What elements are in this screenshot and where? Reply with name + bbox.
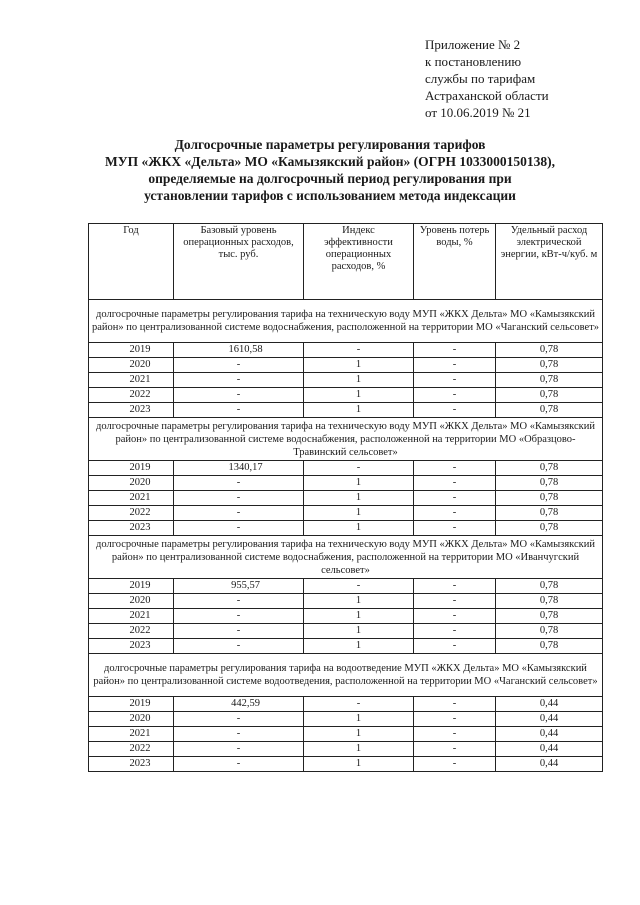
cell-base-opex: - (174, 373, 304, 388)
cell-water-loss: - (414, 594, 496, 609)
section-header-row (89, 300, 603, 343)
cell-efficiency-index: 1 (304, 388, 414, 403)
table-row (89, 491, 603, 506)
title-line: МУП «ЖКХ «Дельта» МО «Камызякский район» (ОГРН 1033000150138), (105, 154, 555, 169)
table-row (89, 461, 603, 476)
section-title: долгосрочные параметры регулирования тарифа на техническую воду МУП «ЖКХ Дельта» МО «Камызякский район» по централизованной системе водоснабжения, расположенной на территории МО «Образцово-Травинский сельсовет» (89, 418, 603, 461)
cell-energy-consumption: 0,78 (496, 609, 603, 624)
cell-base-opex: - (174, 639, 304, 654)
cell-base-opex: - (174, 388, 304, 403)
cell-base-opex: - (174, 609, 304, 624)
cell-energy-consumption: 0,78 (496, 461, 603, 476)
cell-base-opex: - (174, 358, 304, 373)
cell-water-loss: - (414, 697, 496, 712)
title-line: определяемые на долгосрочный период регулирования при (148, 171, 512, 186)
section-header-row (89, 654, 603, 697)
header-water-loss: Уровень потерь воды, % (414, 224, 496, 300)
cell-water-loss: - (414, 757, 496, 772)
cell-energy-consumption: 0,78 (496, 639, 603, 654)
cell-water-loss: - (414, 373, 496, 388)
section-title: долгосрочные параметры регулирования тарифа на водоотведение МУП «ЖКХ Дельта» МО «Камызякский район» по централизованной системе водоотведения, расположенной на территории МО «Чаганский сельсовет» (89, 654, 603, 697)
table-row (89, 521, 603, 536)
appendix-line: Астраханской области (425, 88, 549, 103)
cell-energy-consumption: 0,78 (496, 403, 603, 418)
cell-energy-consumption: 0,44 (496, 697, 603, 712)
cell-water-loss: - (414, 343, 496, 358)
section-title: долгосрочные параметры регулирования тарифа на техническую воду МУП «ЖКХ Дельта» МО «Камызякский район» по централизованной системе водоснабжения, расположенной на территории МО «Чаганский сельсовет» (89, 300, 603, 343)
cell-water-loss: - (414, 712, 496, 727)
cell-base-opex: - (174, 506, 304, 521)
cell-energy-consumption: 0,44 (496, 712, 603, 727)
cell-year: 2019 (89, 579, 174, 594)
cell-base-opex: 955,57 (174, 579, 304, 594)
table-body (89, 300, 603, 772)
cell-water-loss: - (414, 609, 496, 624)
cell-energy-consumption: 0,78 (496, 476, 603, 491)
cell-energy-consumption: 0,78 (496, 373, 603, 388)
cell-energy-consumption: 0,44 (496, 727, 603, 742)
header-base-opex: Базовый уровень операционных расходов, тыс. руб. (174, 224, 304, 300)
cell-efficiency-index: 1 (304, 594, 414, 609)
appendix-line: Приложение № 2 (425, 37, 521, 52)
table-row (89, 579, 603, 594)
cell-year: 2021 (89, 609, 174, 624)
title-line: Долгосрочные параметры регулирования тарифов (174, 137, 486, 152)
cell-year: 2020 (89, 594, 174, 609)
cell-year: 2021 (89, 491, 174, 506)
table-row (89, 697, 603, 712)
cell-year: 2022 (89, 506, 174, 521)
cell-year: 2019 (89, 697, 174, 712)
cell-year: 2022 (89, 742, 174, 757)
cell-water-loss: - (414, 742, 496, 757)
cell-efficiency-index: 1 (304, 742, 414, 757)
section-header-row (89, 418, 603, 461)
appendix-line: службы по тарифам (425, 71, 536, 86)
cell-year: 2019 (89, 343, 174, 358)
cell-year: 2020 (89, 358, 174, 373)
cell-year: 2019 (89, 461, 174, 476)
cell-water-loss: - (414, 461, 496, 476)
table-row (89, 757, 603, 772)
parameters-table (88, 223, 603, 772)
table-row (89, 506, 603, 521)
cell-efficiency-index: - (304, 461, 414, 476)
cell-base-opex: - (174, 624, 304, 639)
cell-efficiency-index: 1 (304, 403, 414, 418)
appendix-line: от 10.06.2019 № 21 (425, 105, 531, 120)
section-header-row (89, 536, 603, 579)
cell-base-opex: - (174, 757, 304, 772)
cell-energy-consumption: 0,44 (496, 757, 603, 772)
cell-year: 2020 (89, 712, 174, 727)
cell-year: 2021 (89, 727, 174, 742)
cell-base-opex: - (174, 476, 304, 491)
table-row (89, 594, 603, 609)
cell-base-opex: - (174, 712, 304, 727)
appendix-block (425, 36, 625, 121)
cell-year: 2020 (89, 476, 174, 491)
cell-energy-consumption: 0,78 (496, 594, 603, 609)
header-efficiency-index: Индекс эффективности операционных расходов, % (304, 224, 414, 300)
cell-base-opex: - (174, 403, 304, 418)
cell-efficiency-index: 1 (304, 358, 414, 373)
cell-base-opex: - (174, 491, 304, 506)
cell-energy-consumption: 0,78 (496, 358, 603, 373)
table-row (89, 639, 603, 654)
cell-efficiency-index: 1 (304, 757, 414, 772)
table-row (89, 343, 603, 358)
cell-water-loss: - (414, 579, 496, 594)
cell-efficiency-index: 1 (304, 727, 414, 742)
cell-base-opex: 442,59 (174, 697, 304, 712)
cell-energy-consumption: 0,44 (496, 742, 603, 757)
cell-water-loss: - (414, 358, 496, 373)
cell-year: 2021 (89, 373, 174, 388)
cell-water-loss: - (414, 403, 496, 418)
table-row (89, 358, 603, 373)
cell-efficiency-index: 1 (304, 624, 414, 639)
cell-efficiency-index: 1 (304, 476, 414, 491)
table-row (89, 712, 603, 727)
title-line: установлении тарифов с использованием метода индексации (144, 188, 516, 203)
cell-efficiency-index: 1 (304, 491, 414, 506)
cell-year: 2022 (89, 388, 174, 403)
cell-energy-consumption: 0,78 (496, 491, 603, 506)
cell-efficiency-index: 1 (304, 639, 414, 654)
cell-efficiency-index: 1 (304, 373, 414, 388)
cell-energy-consumption: 0,78 (496, 521, 603, 536)
table-row (89, 403, 603, 418)
cell-energy-consumption: 0,78 (496, 388, 603, 403)
cell-water-loss: - (414, 624, 496, 639)
cell-base-opex: - (174, 594, 304, 609)
cell-base-opex: - (174, 521, 304, 536)
cell-water-loss: - (414, 639, 496, 654)
header-energy-consumption: Удельный расход электрической энергии, кВт-ч/куб. м (496, 224, 603, 300)
table-row (89, 388, 603, 403)
table-row (89, 476, 603, 491)
table-row (89, 624, 603, 639)
cell-base-opex: 1340,17 (174, 461, 304, 476)
cell-efficiency-index: - (304, 579, 414, 594)
cell-efficiency-index: 1 (304, 506, 414, 521)
cell-water-loss: - (414, 727, 496, 742)
cell-water-loss: - (414, 388, 496, 403)
cell-efficiency-index: - (304, 343, 414, 358)
table-row (89, 742, 603, 757)
appendix-line: к постановлению (425, 54, 522, 69)
cell-base-opex: - (174, 742, 304, 757)
cell-energy-consumption: 0,78 (496, 624, 603, 639)
cell-efficiency-index: - (304, 697, 414, 712)
cell-year: 2023 (89, 639, 174, 654)
cell-water-loss: - (414, 491, 496, 506)
cell-energy-consumption: 0,78 (496, 579, 603, 594)
table-row (89, 727, 603, 742)
cell-efficiency-index: 1 (304, 712, 414, 727)
cell-water-loss: - (414, 476, 496, 491)
cell-efficiency-index: 1 (304, 609, 414, 624)
cell-year: 2023 (89, 521, 174, 536)
document-title (80, 136, 580, 204)
table-header-row (89, 224, 603, 300)
cell-energy-consumption: 0,78 (496, 506, 603, 521)
table-row (89, 609, 603, 624)
header-year: Год (89, 224, 174, 300)
cell-year: 2023 (89, 757, 174, 772)
cell-base-opex: - (174, 727, 304, 742)
table-row (89, 373, 603, 388)
cell-efficiency-index: 1 (304, 521, 414, 536)
cell-base-opex: 1610,58 (174, 343, 304, 358)
cell-year: 2022 (89, 624, 174, 639)
cell-water-loss: - (414, 521, 496, 536)
cell-year: 2023 (89, 403, 174, 418)
cell-energy-consumption: 0,78 (496, 343, 603, 358)
section-title: долгосрочные параметры регулирования тарифа на техническую воду МУП «ЖКХ Дельта» МО «Камызякский район» по централизованной системе водоснабжения, расположенной на территории МО «Иванчугский сельсовет» (89, 536, 603, 579)
cell-water-loss: - (414, 506, 496, 521)
